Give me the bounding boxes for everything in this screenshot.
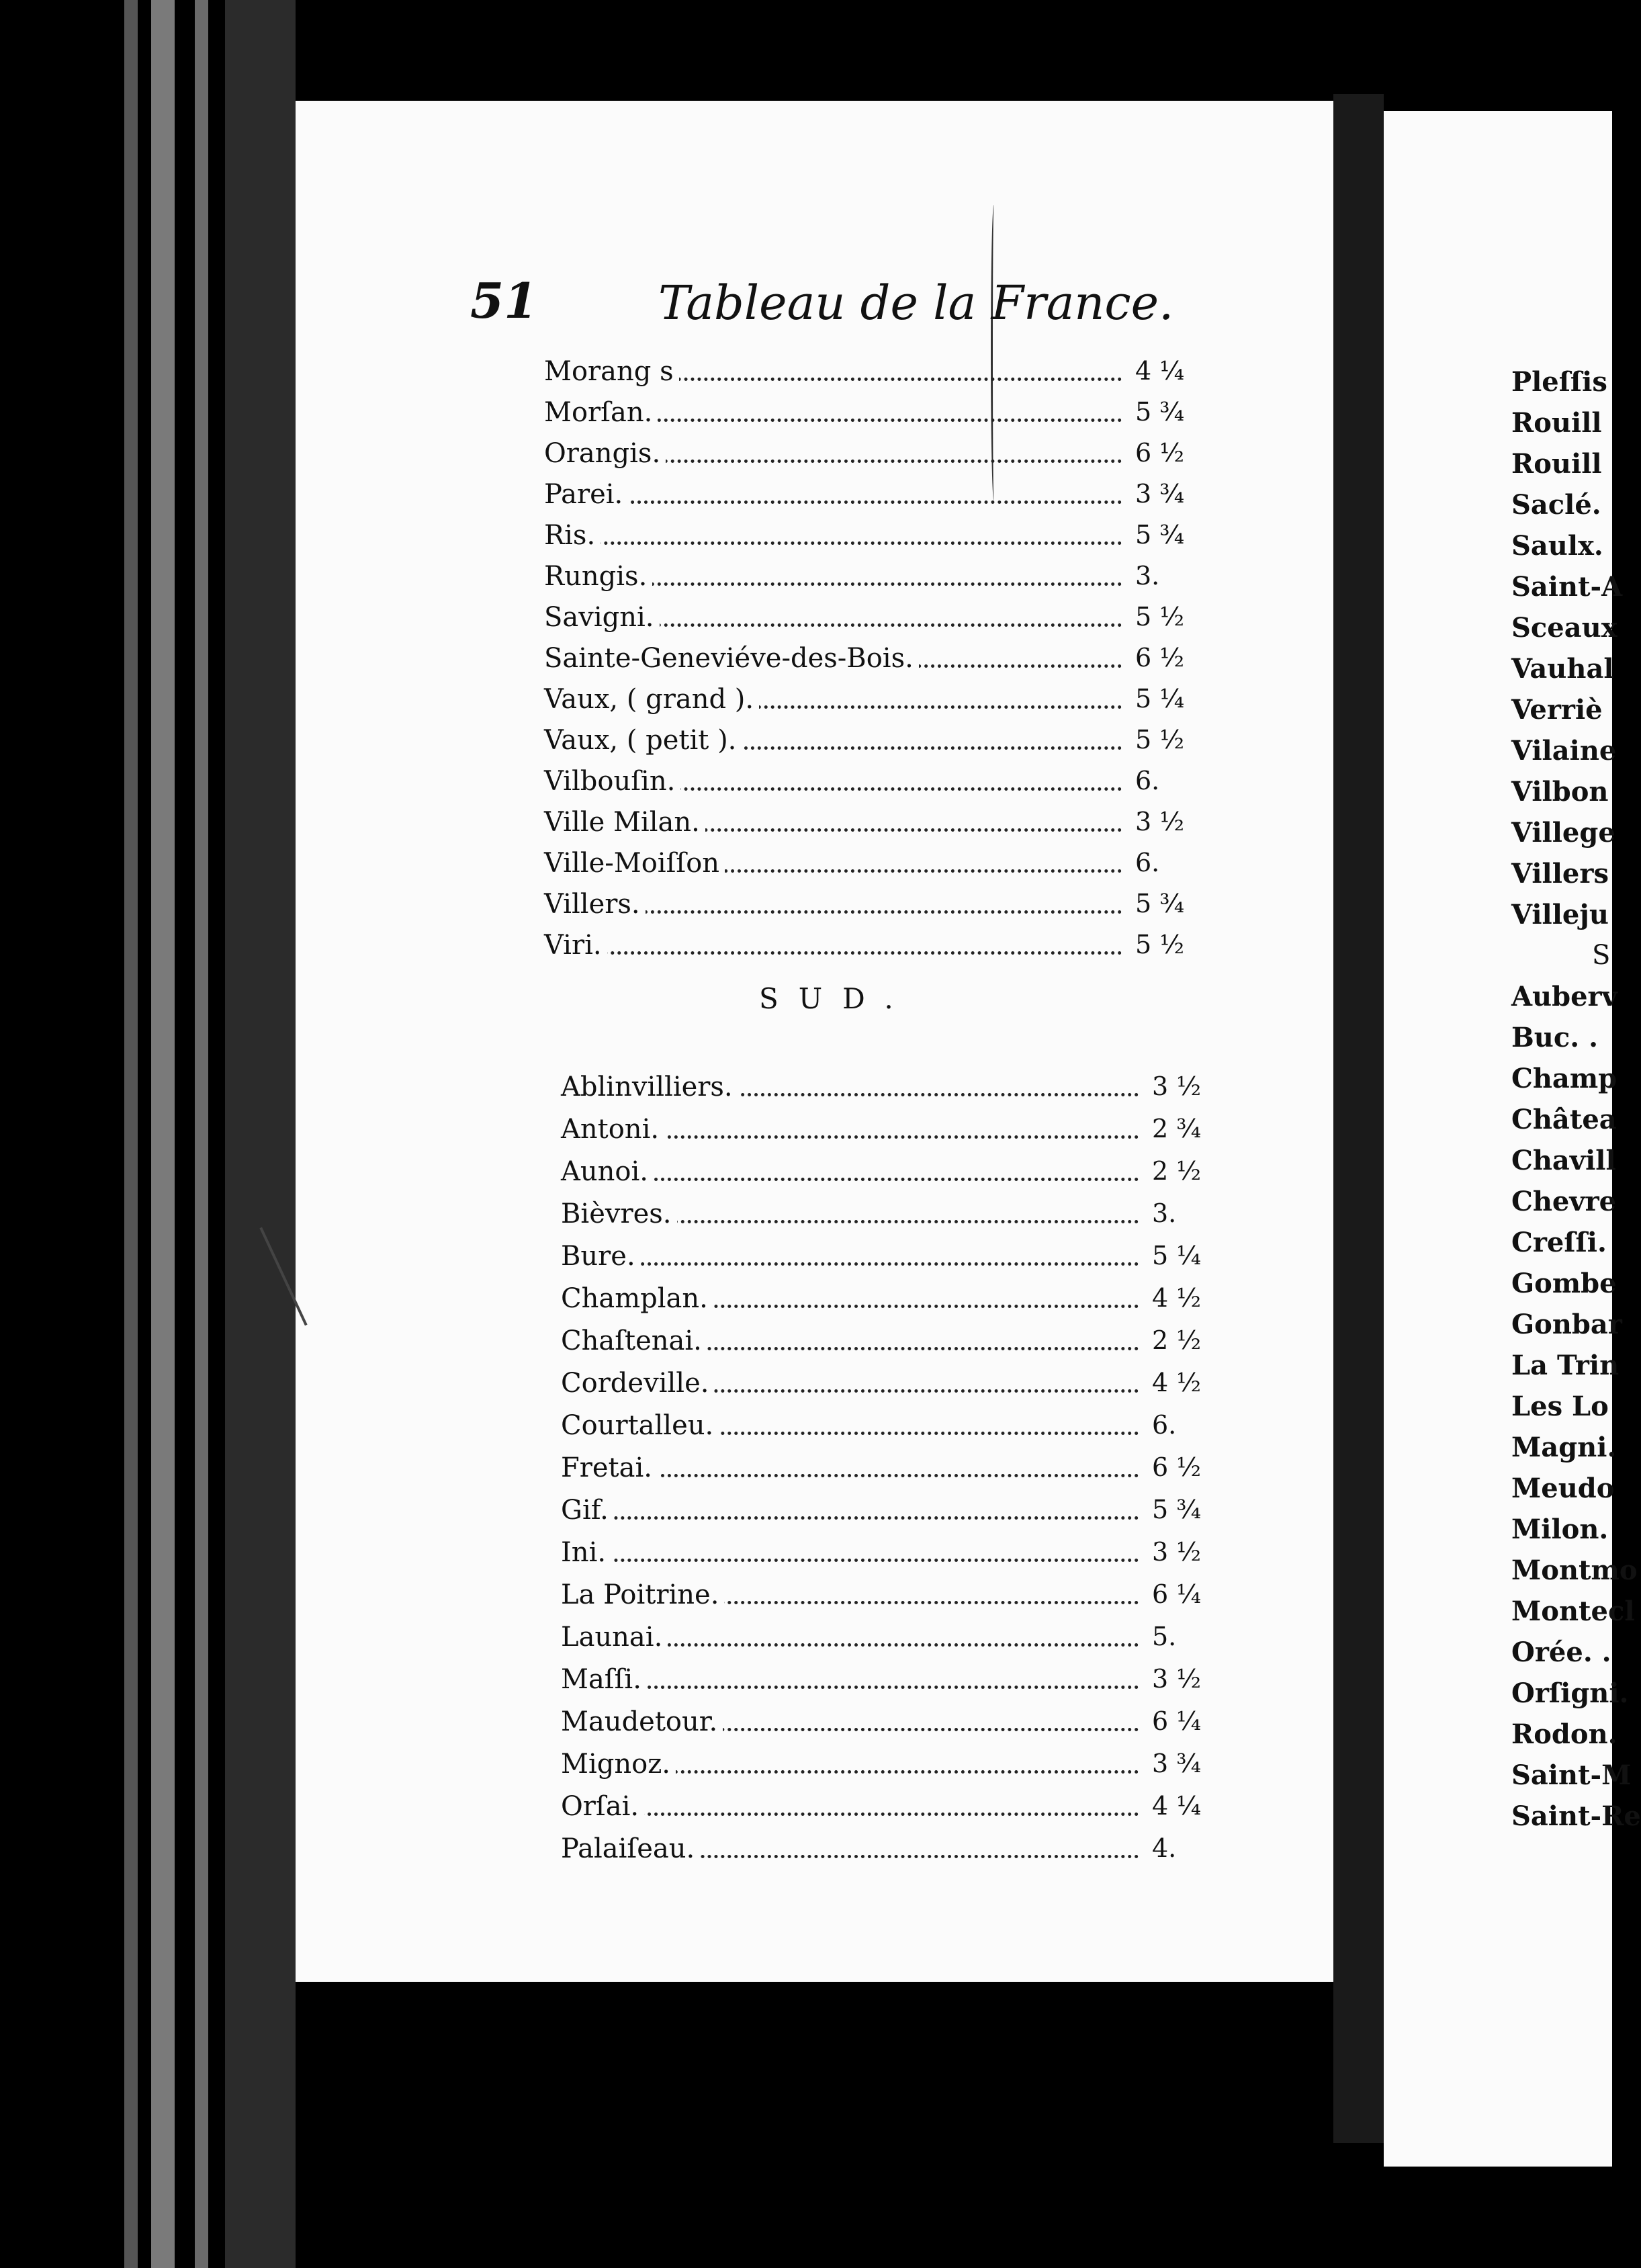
right-page-line: Vilaine <box>1511 735 1617 767</box>
page-number: 51 <box>470 272 538 329</box>
place-name: Champlan. <box>561 1283 713 1314</box>
distance-value: 2 ¾ <box>1152 1114 1202 1143</box>
right-page-line: Creſſi. <box>1511 1227 1607 1258</box>
distance-value: 3 ½ <box>1152 1664 1202 1694</box>
book-edge-strip <box>195 0 208 2268</box>
place-name: Gif. <box>561 1495 614 1526</box>
distance-value: 4 ¼ <box>1135 356 1185 386</box>
distance-value: 3 ½ <box>1152 1537 1202 1567</box>
book-edge-strip <box>124 0 138 2268</box>
book-edge-strip <box>151 0 175 2268</box>
distance-value: 5 ¾ <box>1135 520 1185 550</box>
right-page-line: Rouill <box>1511 448 1602 480</box>
right-page-line: Pleſſis <box>1511 366 1607 398</box>
right-page-line: Buc. . <box>1511 1022 1599 1053</box>
place-name: Vilbouſin. <box>544 766 680 797</box>
list-item <box>561 1700 1206 1742</box>
list-item <box>544 513 1189 554</box>
distance-value: 6. <box>1152 1410 1177 1440</box>
right-page-line: Gombe <box>1511 1268 1617 1299</box>
place-list-sud <box>561 1065 1206 1869</box>
place-name: Morang s <box>544 356 679 387</box>
place-name: Ablinvilliers. <box>561 1072 738 1102</box>
right-page-line: Montmo <box>1511 1555 1638 1586</box>
place-name: Courtalleu. <box>561 1410 719 1441</box>
distance-value: 2 ½ <box>1152 1156 1202 1186</box>
right-page-line: Orée. . <box>1511 1637 1611 1668</box>
right-page-line: Gonbar <box>1511 1309 1622 1340</box>
list-item <box>561 1742 1206 1784</box>
distance-value: 3 ½ <box>1135 807 1185 836</box>
right-page-line: Villers <box>1511 858 1609 889</box>
place-name: Bièvres. <box>561 1198 677 1229</box>
right-page-line: Sceaux <box>1511 612 1617 644</box>
list-item <box>544 472 1189 513</box>
place-name: Orſai. <box>561 1791 644 1822</box>
right-page-line: Champ <box>1511 1063 1617 1094</box>
right-page-line: Meudo <box>1511 1473 1615 1504</box>
distance-value: 4 ¼ <box>1152 1791 1202 1821</box>
list-item <box>561 1319 1206 1361</box>
right-page-line: Villege <box>1511 817 1615 848</box>
list-item <box>561 1234 1206 1276</box>
list-item <box>544 923 1189 964</box>
place-name: Launai. <box>561 1622 668 1653</box>
distance-value: 4. <box>1152 1833 1177 1863</box>
right-page-line: Chavill <box>1511 1145 1616 1176</box>
list-item <box>544 431 1189 472</box>
place-name: Cordeville. <box>561 1368 714 1399</box>
right-page-line: Saint-M <box>1511 1759 1632 1791</box>
dot-leader <box>561 1813 1139 1816</box>
dot-leader <box>561 1262 1139 1266</box>
list-item <box>544 349 1189 390</box>
list-item <box>544 554 1189 595</box>
distance-value: 5 ¾ <box>1135 889 1185 918</box>
list-item <box>561 1784 1206 1827</box>
right-page-line: Orſigni. <box>1511 1677 1629 1709</box>
list-item <box>561 1361 1206 1403</box>
distance-value: 6 ½ <box>1135 643 1185 672</box>
list-item <box>544 636 1189 677</box>
list-item <box>561 1065 1206 1107</box>
list-item <box>544 718 1189 759</box>
place-name: Mignoz. <box>561 1749 676 1780</box>
distance-value: 5 ¾ <box>1152 1495 1202 1524</box>
place-name: Aunoi. <box>561 1156 654 1187</box>
place-name: Viri. <box>544 930 607 961</box>
dot-leader <box>544 500 1122 504</box>
place-name: Savigni. <box>544 602 660 633</box>
right-page-line: Verriè <box>1511 694 1603 726</box>
place-name: Maſſi. <box>561 1664 647 1695</box>
right-page-line: Saulx. <box>1511 530 1603 562</box>
distance-value: 6 ½ <box>1152 1452 1202 1482</box>
dot-leader <box>561 1686 1139 1689</box>
right-page-line: Vauhal <box>1511 653 1614 685</box>
list-item <box>561 1827 1206 1869</box>
place-name: Rungis. <box>544 561 652 592</box>
place-name: Fretai. <box>561 1452 658 1483</box>
list-item <box>561 1488 1206 1530</box>
distance-value: 6. <box>1135 848 1160 877</box>
right-page-line: Villeju <box>1511 899 1609 930</box>
right-page-line: La Trin <box>1511 1350 1620 1381</box>
place-name: Morſan. <box>544 397 658 428</box>
place-name: Parei. <box>544 479 628 510</box>
place-name: Sainte-Geneviéve-des-Bois. <box>544 643 919 674</box>
distance-value: 6 ¼ <box>1152 1706 1202 1736</box>
right-page-line: Saint-A <box>1511 571 1623 603</box>
distance-value: 5 ¾ <box>1135 397 1185 427</box>
place-name: La Poitrine. <box>561 1579 724 1610</box>
right-page-line: Saint-Re <box>1511 1800 1641 1832</box>
list-item <box>561 1615 1206 1657</box>
right-page-line: Saclé. <box>1511 489 1601 521</box>
list-item <box>544 800 1189 841</box>
place-name: Ris. <box>544 520 601 551</box>
right-page-line: Châtea <box>1511 1104 1617 1135</box>
right-page-line: Rouill <box>1511 407 1602 439</box>
distance-value: 3 ½ <box>1152 1072 1202 1101</box>
list-item <box>544 841 1189 882</box>
distance-value: 6. <box>1135 766 1160 795</box>
section-heading-sud: SUD. <box>759 982 914 1015</box>
distance-value: 4 ½ <box>1152 1368 1202 1397</box>
place-name: Ville Milan. <box>544 807 705 838</box>
distance-value: 6 ½ <box>1135 438 1185 468</box>
right-page-line: Montecl <box>1511 1596 1635 1627</box>
distance-value: 3. <box>1135 561 1160 591</box>
list-item <box>544 677 1189 718</box>
list-item <box>561 1657 1206 1700</box>
place-name: Ini. <box>561 1537 611 1568</box>
list-item <box>561 1530 1206 1573</box>
dot-leader <box>544 951 1122 955</box>
list-item <box>561 1446 1206 1488</box>
book-gutter <box>1333 94 1384 2143</box>
list-item <box>544 595 1189 636</box>
right-page-line: Auberv <box>1511 981 1617 1012</box>
list-item <box>561 1107 1206 1149</box>
place-name: Ville-Moiſſon <box>544 848 725 879</box>
distance-value: 5. <box>1152 1622 1177 1651</box>
list-item <box>561 1149 1206 1192</box>
place-name: Antoni. <box>561 1114 664 1145</box>
right-page-line: Milon. <box>1511 1514 1609 1545</box>
distance-value: 4 ½ <box>1152 1283 1202 1313</box>
dot-leader <box>561 1559 1139 1562</box>
distance-value: 5 ¼ <box>1135 684 1185 713</box>
right-page-line: Vilbon <box>1511 776 1609 808</box>
distance-value: 3 ¾ <box>1135 479 1185 509</box>
dot-leader <box>544 541 1122 545</box>
list-item <box>544 390 1189 431</box>
place-name: Orangis. <box>544 438 666 469</box>
place-name: Palaiſeau. <box>561 1833 700 1864</box>
right-page-fragments <box>1511 366 1641 1841</box>
distance-value: 5 ½ <box>1135 930 1185 959</box>
list-item <box>561 1276 1206 1319</box>
distance-value: 5 ½ <box>1135 725 1185 754</box>
right-page-line: Les Lo <box>1511 1391 1609 1422</box>
distance-value: 6 ¼ <box>1152 1579 1202 1609</box>
right-page-line: S <box>1592 940 1611 971</box>
list-item <box>561 1573 1206 1615</box>
place-name: Vaux, ( petit ). <box>544 725 742 756</box>
right-page-line: Rodon. <box>1511 1718 1617 1750</box>
distance-value: 3. <box>1152 1198 1177 1228</box>
list-item <box>561 1403 1206 1446</box>
list-item <box>544 759 1189 800</box>
place-list-top <box>544 349 1189 964</box>
place-name: Bure. <box>561 1241 641 1272</box>
right-page-line: Chevre <box>1511 1186 1617 1217</box>
distance-value: 5 ¼ <box>1152 1241 1202 1270</box>
place-name: Vaux, ( grand ). <box>544 684 759 715</box>
running-title: Tableau de la France. <box>658 275 1174 331</box>
dot-leader <box>561 1516 1139 1520</box>
right-page-line: Magni. <box>1511 1432 1617 1463</box>
distance-value: 5 ½ <box>1135 602 1185 631</box>
place-name: Maudetour. <box>561 1706 723 1737</box>
place-name: Chaſtenai. <box>561 1325 707 1356</box>
place-name: Villers. <box>544 889 646 920</box>
distance-value: 3 ¾ <box>1152 1749 1202 1778</box>
list-item <box>544 882 1189 923</box>
distance-value: 2 ½ <box>1152 1325 1202 1355</box>
list-item <box>561 1192 1206 1234</box>
book-edge-strip <box>225 0 296 2268</box>
